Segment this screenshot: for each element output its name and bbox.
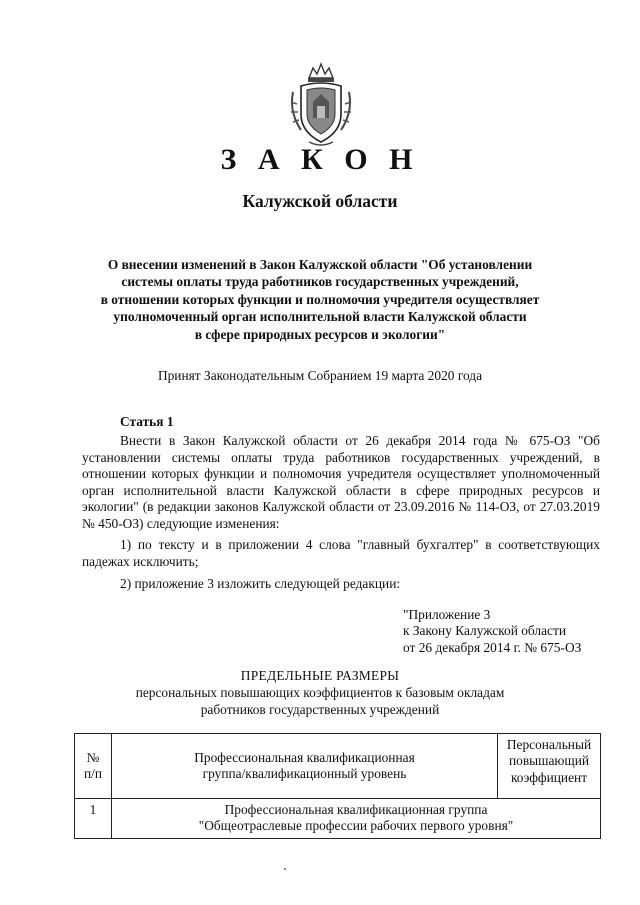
table-header-row [75,734,601,799]
limits-title-line: ПРЕДЕЛЬНЫЕ РАЗМЕРЫ [240,668,400,683]
article-item-2: 2) приложение 3 изложить следующей редакции: [120,576,401,591]
article-title: Статья 1 [120,414,174,429]
law-heading-line: уполномоченный орган исполнительной власти Калужской области [113,309,527,325]
table-row [75,799,601,839]
appendix-line: "Приложение 3 [403,607,491,622]
law-heading [100,256,540,343]
header-coefficient: Персональный повышающий коэффициент [498,734,601,799]
article-text: Внести в Закон Калужской области от 26 декабря 2014 года № 675-ОЗ "Об установлении системы оплаты труда работников государственных учреждений, в отношении которых функции и полномочия учредителя осуществляет уполномоченный орган исполнительной власти Калужской области в сфере природных ресурсов и экологии" (в редакции законов Калужской области от 23.09.2016 № 114-ОЗ, от 27.03.2019 № 450-ОЗ) следующие изменения: [82,433,600,531]
appendix-reference [403,607,581,656]
limits-title [0,667,640,718]
law-heading-line: в отношении которых функции и полномочия учредителя осуществляет [100,291,540,307]
law-heading-line: в сфере природных ресурсов и экологии" [194,326,446,342]
header-group: Профессиональная квалификационная группа/квалификационный уровень [112,734,498,799]
appendix-line: к Закону Калужской области [403,623,567,639]
document-region: Калужской области [242,191,398,211]
limits-title-line: персональных повышающих коэффициентов к базовым окладам [135,685,505,700]
coefficients-table [74,733,601,839]
row-group: Профессиональная квалификационная группа "Общеотраслевые профессии рабочих первого уровня" [112,799,601,839]
adoption-date: Принят Законодательным Собранием 19 марта 2020 года [157,368,483,383]
limits-title-line: работников государственных учреждений [200,702,440,717]
law-heading-line: О внесении изменений в Закон Калужской области "Об установлении [107,257,533,272]
article-item-1: 1) по тексту и в приложении 4 слова "главный бухгалтер" в соответствующих падежах исключить; [82,537,600,569]
appendix-line: от 26 декабря 2014 г. № 675-ОЗ [403,639,582,655]
law-heading-line: системы оплаты труда работников государственных учреждений, [121,274,519,290]
document-title: З А К О Н [220,143,420,176]
coat-of-arms-icon [287,62,355,148]
header-number: № п/п [75,734,112,799]
page-mark [284,868,286,870]
row-number: 1 [75,799,112,839]
